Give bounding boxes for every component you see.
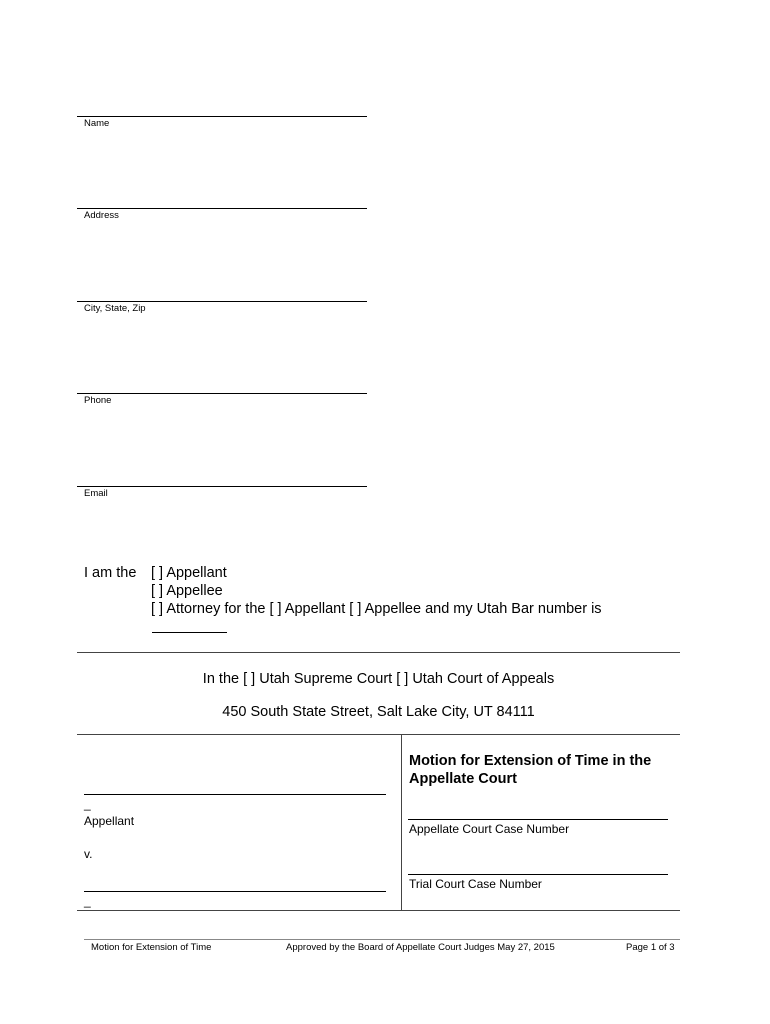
motion-title: Motion for Extension of Time in the Appellate Court	[409, 753, 652, 787]
email-label: Email	[84, 488, 108, 499]
appellant-name-line[interactable]	[84, 794, 386, 795]
address-field-line[interactable]	[77, 208, 367, 209]
city-state-zip-label: City, State, Zip	[84, 303, 146, 314]
city-state-zip-field-line[interactable]	[77, 301, 367, 302]
court-address: 450 South State Street, Salt Lake City, UT 84111	[222, 704, 535, 720]
footer-form-name: Motion for Extension of Time	[91, 942, 212, 953]
footer-divider	[84, 939, 680, 940]
attorney-option[interactable]: [ ] Attorney for the [ ] Appellant [ ] Appellee and my Utah Bar number is	[151, 601, 602, 617]
appellant-dash: _	[84, 797, 91, 811]
address-label: Address	[84, 210, 119, 221]
caption-vertical-divider	[401, 734, 402, 911]
phone-label: Phone	[84, 395, 112, 406]
appellate-case-number-line[interactable]	[408, 819, 668, 820]
caption-bottom-border	[77, 910, 680, 911]
appellant-label: Appellant	[84, 814, 135, 828]
name-label: Name	[84, 118, 110, 129]
name-field-line[interactable]	[77, 116, 367, 117]
phone-field-line[interactable]	[77, 393, 367, 394]
versus-label: v.	[84, 847, 93, 861]
appellee-dash: _	[84, 894, 91, 908]
appellant-checkbox[interactable]: [ ] Appellant	[151, 565, 227, 581]
email-field-line[interactable]	[77, 486, 367, 487]
divider-top	[77, 652, 680, 653]
party-intro: I am the	[84, 565, 137, 581]
appellee-checkbox[interactable]: [ ] Appellee	[151, 583, 223, 599]
appellee-name-line[interactable]	[84, 891, 386, 892]
footer-page-number: Page 1 of 3	[626, 942, 675, 953]
footer-approval: Approved by the Board of Appellate Court Judges May 27, 2015	[286, 942, 555, 953]
court-selection[interactable]: In the [ ] Utah Supreme Court [ ] Utah Court of Appeals	[202, 671, 555, 687]
trial-case-number-line[interactable]	[408, 874, 668, 875]
bar-number-field-line[interactable]	[152, 632, 227, 633]
caption-top-border	[77, 734, 680, 735]
trial-case-number-label: Trial Court Case Number	[409, 877, 542, 891]
appellate-case-number-label: Appellate Court Case Number	[409, 822, 570, 836]
